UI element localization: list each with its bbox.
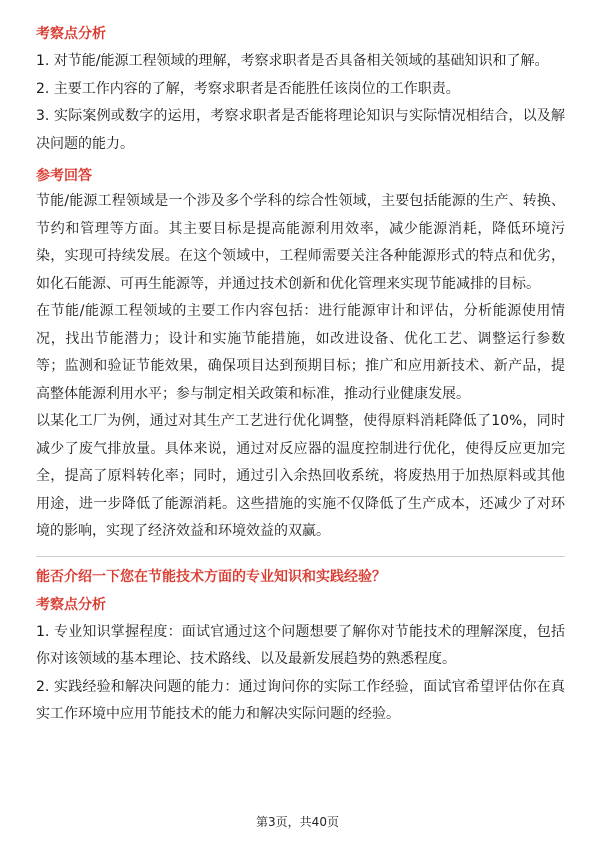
answer-paragraph-1: 节能/能源工程领域是一个涉及多个学科的综合性领域，主要包括能源的生产、转换、节约和管理等方面。其主要目标是提高能源利用效率，减少能源消耗，降低环境污染，实现可持续发展。在这个领域中，工程师需要关注各种能源形式的特点和优劣，如化石能源、可再生能源等，并通过技术创新和优化管理来实现节能减排的目标。 bbox=[36, 193, 565, 292]
analysis-item-1-2: 2. 主要工作内容的了解，考察求职者是否能胜任该岗位的工作职责。 bbox=[36, 80, 460, 97]
answer-heading: 参考回答 bbox=[36, 168, 92, 184]
analysis-item-1-1: 1. 对节能/能源工程领域的理解，考察求职者是否具备相关领域的基础知识和了解。 bbox=[36, 53, 549, 69]
analysis-heading-1: 考察点分析 bbox=[36, 26, 106, 42]
analysis-heading-2: 考察点分析 bbox=[36, 596, 106, 613]
analysis-item-1-3: 3. 实际案例或数字的运用，考察求职者是否能将理论知识与实际情况相结合，以及解决问题的能力。 bbox=[36, 108, 565, 152]
page-footer: 第3页，共40页 bbox=[256, 815, 339, 829]
analysis-item-2-1: 1. 专业知识掌握程度：面试官通过这个问题想要了解你对节能技术的理解深度，包括你对该领域的基本理论、技术路线、以及最新发展趋势的熟悉程度。 bbox=[36, 623, 565, 667]
answer-paragraph-2: 在节能/能源工程领域的主要工作内容包括：进行能源审计和评估，分析能源使用情况，找出节能潜力；设计和实施节能措施，如改进设备、优化工艺、调整运行参数等；监测和验证节能效果，确保项目达到预期目标；推广和应用新技术、新产品，提高整体能源利用水平；参与制定相关政策和标准，推动行业健康发展。 bbox=[36, 303, 565, 402]
question-title: 能否介绍一下您在节能技术方面的专业知识和实践经验？ bbox=[36, 568, 386, 585]
analysis-item-2-2: 2. 实践经验和解决问题的能力：通过询问你的实际工作经验，面试官希望评估你在真实工作环境中应用节能技术的能力和解决实际问题的经验。 bbox=[36, 678, 565, 722]
answer-paragraph-3: 以某化工厂为例，通过对其生产工艺进行优化调整，使得原料消耗降低了10%，同时减少了废气排放量。具体来说，通过对反应器的温度控制进行优化，使得反应更加完全，提高了原料转化率；同时，通过引入余热回收系统，将废热用于加热原料或其他用途，进一步降低了能源消耗。这些措施的实施不仅降低了生产成本，还减少了对环境的影响，实现了经济效益和环境效益的双赢。 bbox=[36, 413, 565, 539]
